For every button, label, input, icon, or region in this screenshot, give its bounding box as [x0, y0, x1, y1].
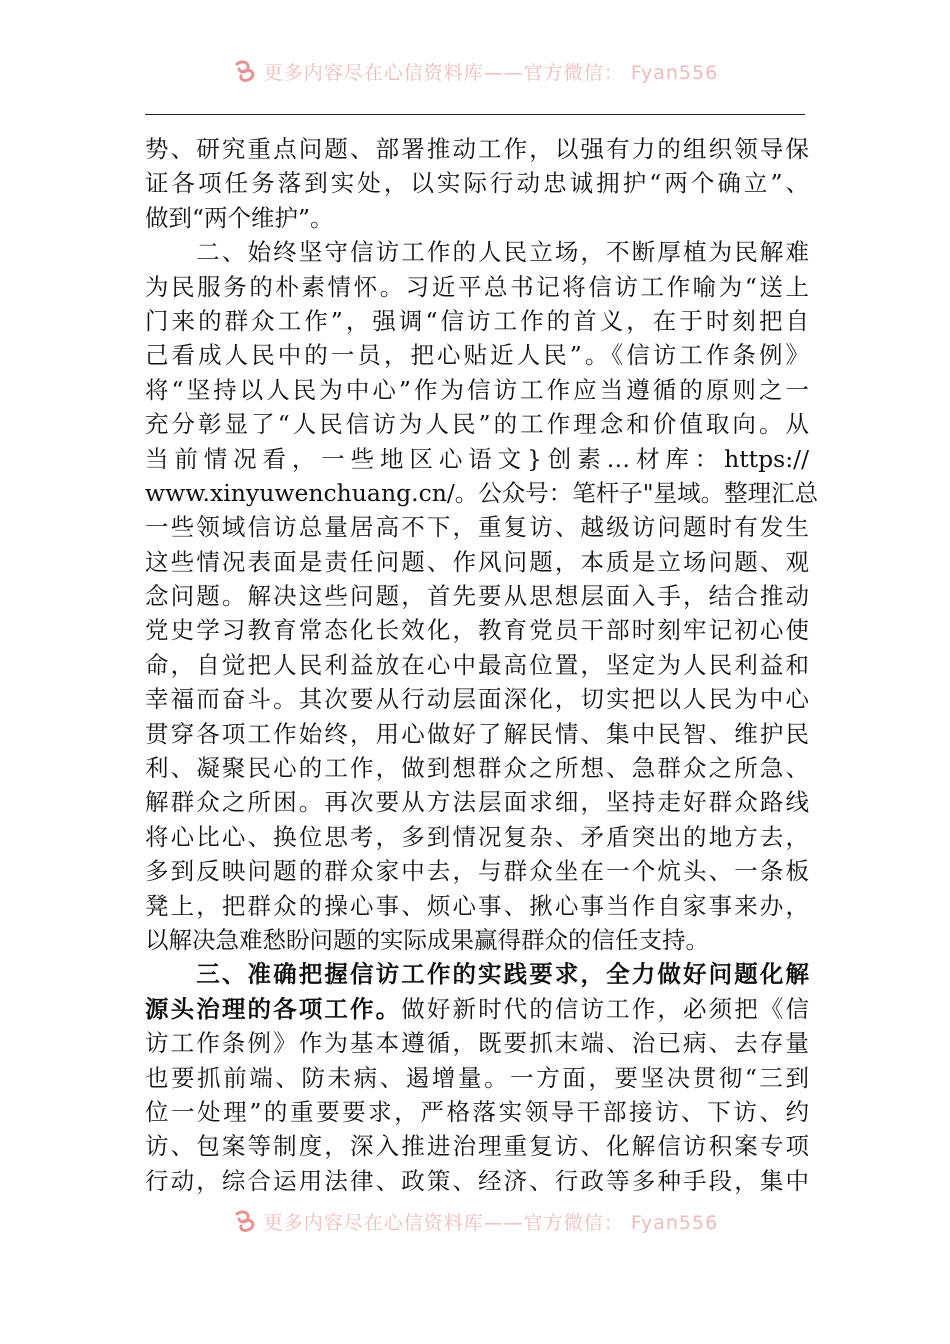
header-divider [145, 114, 805, 115]
text-line: 行动，综合运用法律、政策、经济、行政等多种手段，集中 [145, 1166, 809, 1195]
text-line: 位一处理”的重要要求，严格落实领导干部接访、下访、约 [145, 1097, 809, 1126]
text-line-mixed [145, 992, 809, 1026]
text-line: 这些情况表面是责任问题、作风问题，本质是立场问题、观 [145, 547, 809, 576]
text-line: 势、研究重点问题、部署推动工作，以强有力的组织领导保 [145, 135, 809, 163]
text-line: 党史学习教育常态化长效化，教育党员干部时刻牢记初心使 [145, 616, 809, 645]
footer-watermark [0, 1206, 950, 1236]
text-line: 也要抓前端、防未病、遏增量。一方面，要坚决贯彻“三到 [145, 1063, 809, 1092]
text-line: 解群众之所困。再次要从方法层面求细，坚持走好群众路线 [145, 788, 809, 817]
document-body [145, 132, 819, 1198]
text-line: 以解决急难愁盼问题的实际成果赢得群众的信任支持。 [145, 925, 709, 954]
text-line: 利、凝聚民心的工作，做到想群众之所想、急群众之所急、 [145, 754, 809, 783]
text-line: 己看成人民中的一员，把心贴近人民”。《信访工作条例》 [145, 341, 809, 370]
text-line: 充分彰显了“人民信访为人民”的工作理念和价值取向。从 [145, 410, 809, 439]
text-line: 多到反映问题的群众家中去，与群众坐在一个炕头、一条板 [145, 857, 809, 886]
text-line: 念问题。解决这些问题，首先要从思想层面入手，结合推动 [145, 582, 809, 611]
text-line: 为民服务的朴素情怀。习近平总书记将信访工作喻为“送上 [145, 272, 809, 301]
text-line: www.xinyuwenchuang.cn/。公众号：笔杆子"星域。整理汇总 [145, 478, 819, 507]
text-line: 访、包案等制度，深入推进治理重复访、化解信访积案专项 [145, 1132, 809, 1161]
watermark-text: 更多内容尽在心信资料库——官方微信： Fyan556 [263, 61, 719, 84]
text-segment: 做好新时代的信访工作，必须把《信 [401, 994, 810, 1023]
brand-logo-icon [232, 58, 258, 84]
text-line: 二、始终坚守信访工作的人民立场，不断厚植为民解难 [145, 238, 809, 267]
text-line: 一些领域信访总量居高不下，重复访、越级访问题时有发生 [145, 513, 809, 542]
watermark-text: 更多内容尽在心信资料库——官方微信： Fyan556 [263, 1211, 719, 1234]
text-line: 贯穿各项工作始终，用心做好了解民情、集中民智、维护民 [145, 719, 809, 748]
section-heading: 三、准确把握信访工作的实践要求，全力做好问题化解 [145, 960, 809, 989]
text-line: 门来的群众工作”，强调“信访工作的首义，在于时刻把自 [145, 306, 809, 335]
brand-logo-icon [232, 1208, 258, 1234]
header-watermark [0, 56, 950, 86]
text-line: 命，自觉把人民利益放在心中最高位置，坚定为人民利益和 [145, 650, 809, 679]
text-line: 幸福而奋斗。其次要从行动层面深化，切实把以人民为中心 [145, 685, 809, 714]
section-heading-end: 源头治理的各项工作。 [145, 994, 402, 1023]
text-line: 做到“两个维护”。 [145, 203, 334, 232]
text-line: 访工作条例》作为基本遵循，既要抓末端、治已病、去存量 [145, 1029, 809, 1058]
text-line: 将心比心、换位思考，多到情况复杂、矛盾突出的地方去， [145, 822, 809, 851]
text-line: 证各项任务落到实处，以实际行动忠诚拥护“两个确立”、 [145, 169, 809, 198]
text-line: 当前情况看，一些地区心语文}创素…材库：https:// [145, 444, 809, 473]
text-line: 凳上，把群众的操心事、烦心事、揪心事当作自家事来办， [145, 891, 809, 920]
text-line: 将“坚持以人民为中心”作为信访工作应当遵循的原则之一 [145, 375, 809, 404]
